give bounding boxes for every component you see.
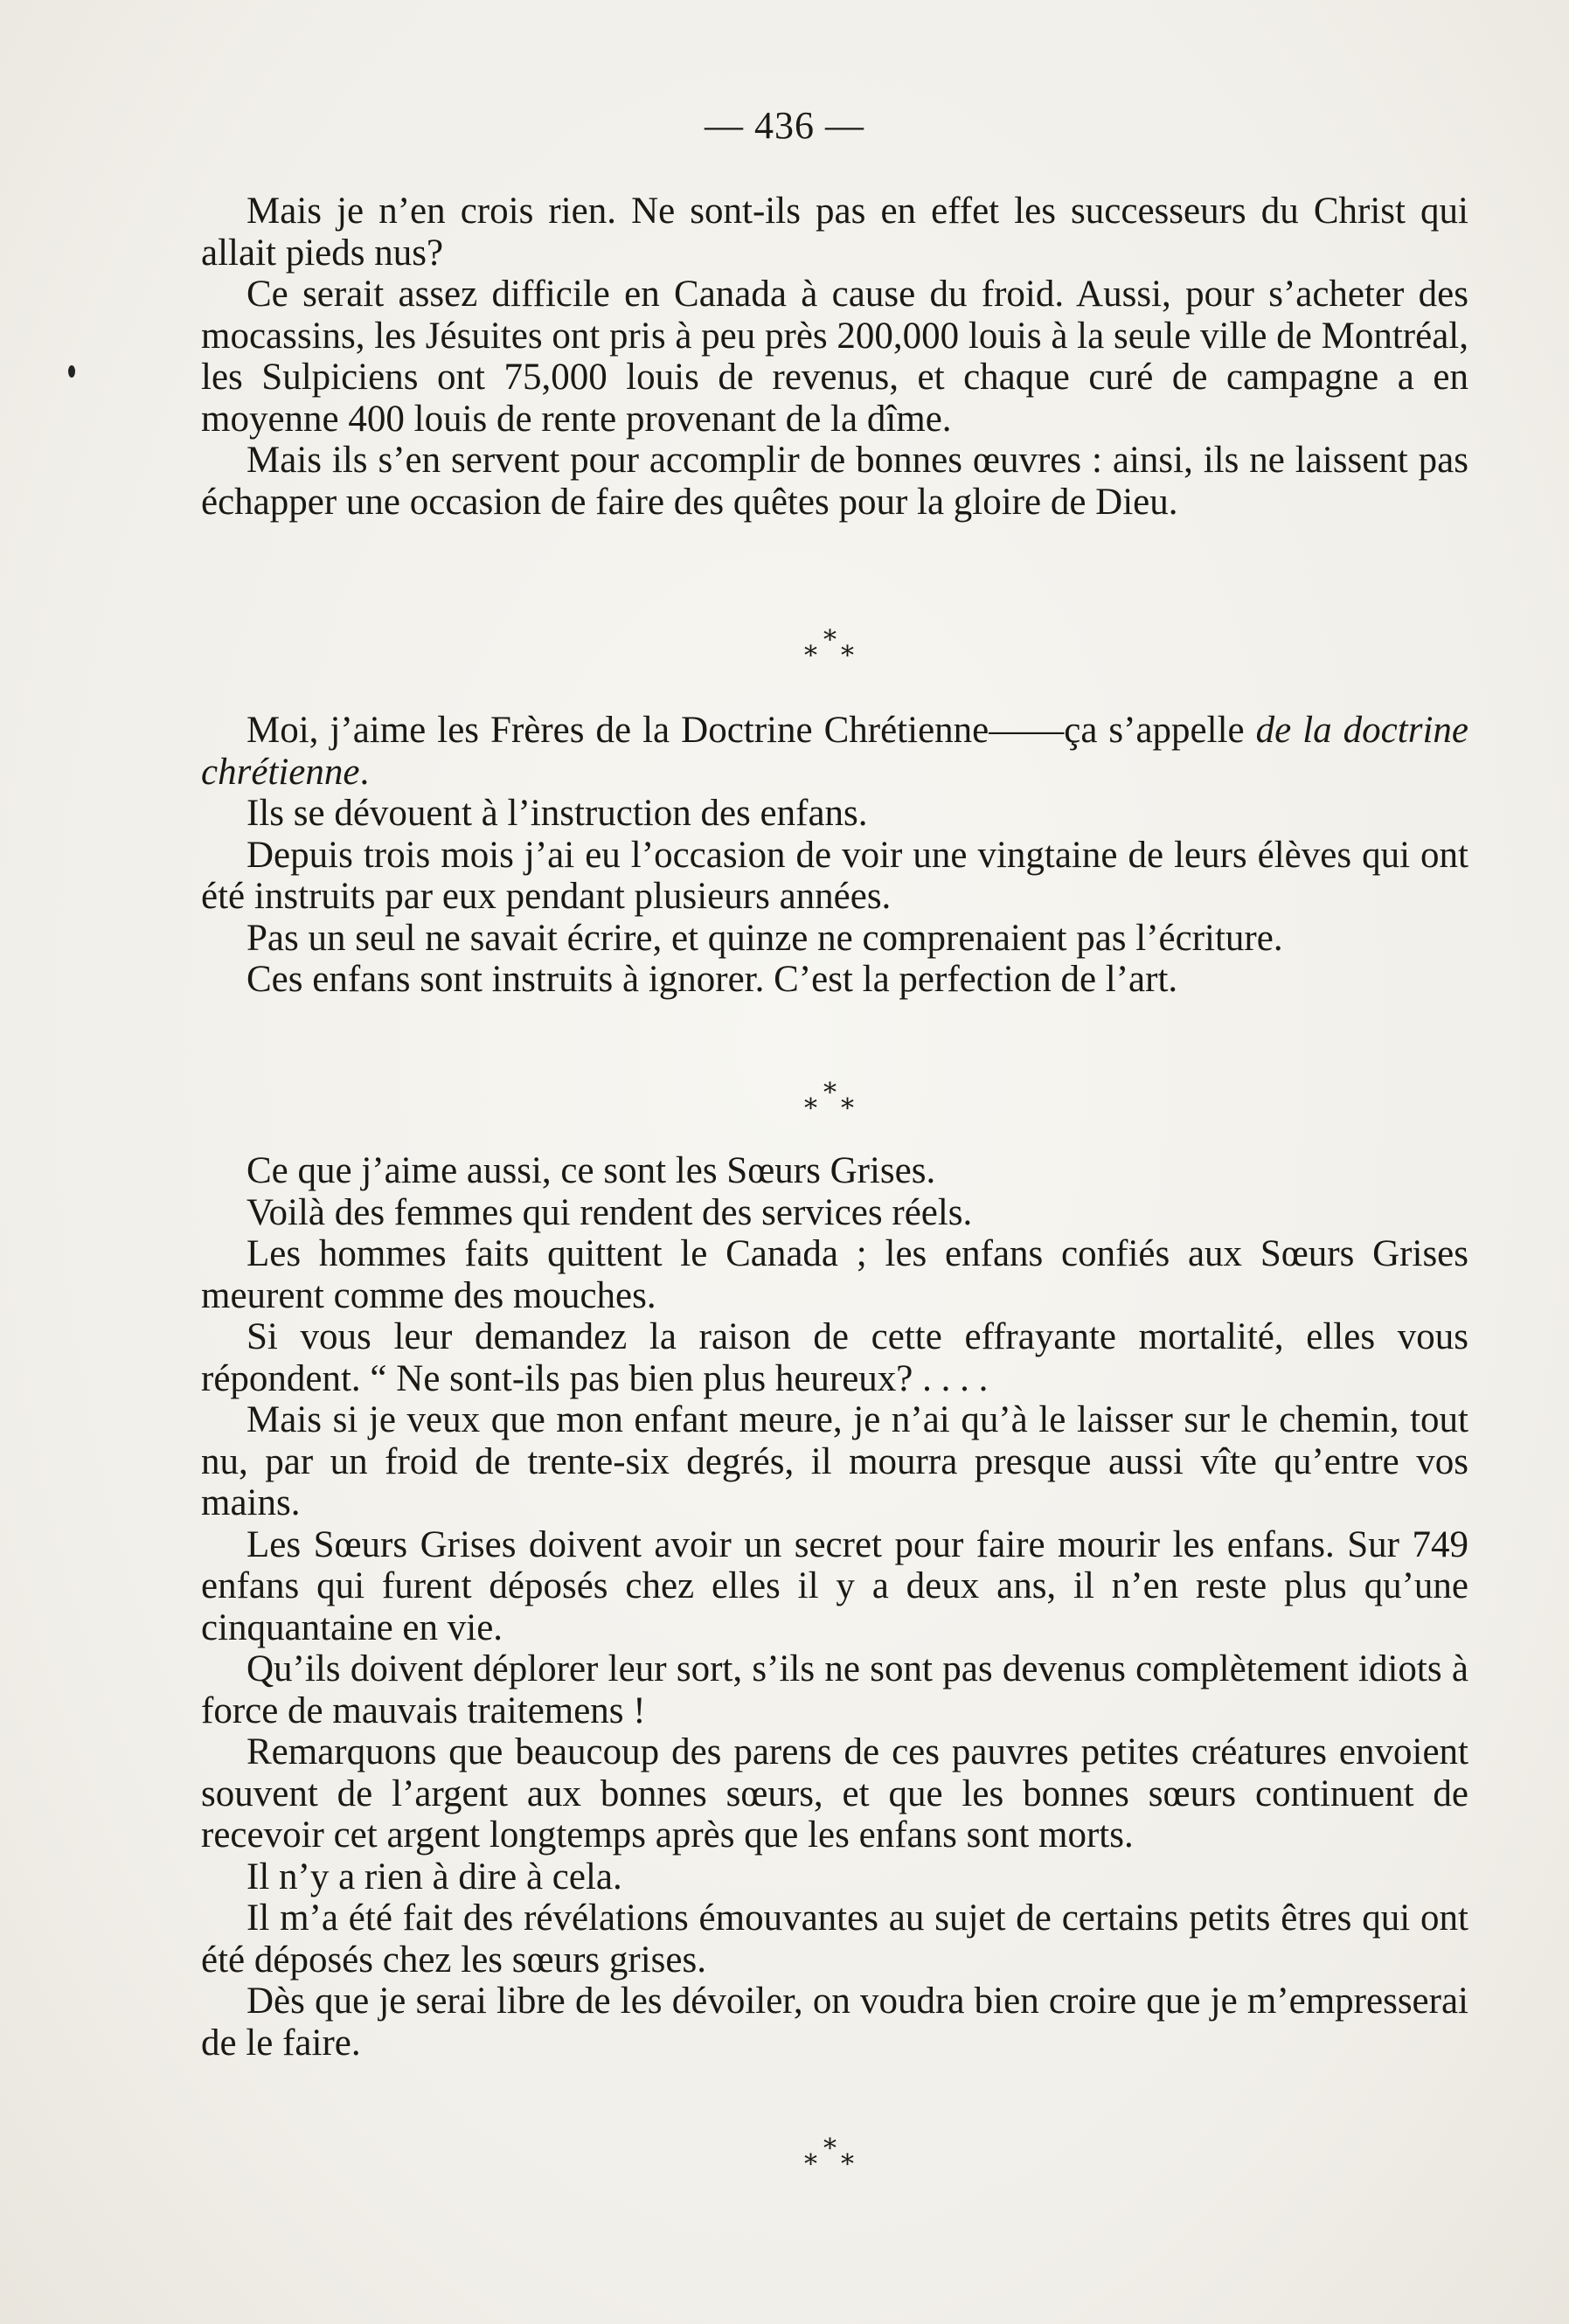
- page-number: — 436 —: [705, 104, 864, 147]
- paragraph: Il m’a été fait des révélations émouvantes au sujet de certains petits êtres qui ont été déposés chez les sœurs grises.: [201, 1897, 1468, 1981]
- ornament-star: *: [804, 1093, 817, 1124]
- paragraph-text: .: [359, 751, 370, 793]
- paragraph: Il n’y a rien à dire à cela.: [246, 1856, 622, 1897]
- ornament-star: *: [823, 625, 837, 656]
- ornament-star: *: [841, 1093, 854, 1124]
- ornament-star: *: [823, 1078, 837, 1108]
- paragraph: Dès que je serai libre de les dévoiler, on voudra bien croire que je m’empresserai de le faire.: [201, 1981, 1468, 2064]
- paragraph: Mais si je veux que mon enfant meure, je n’ai qu’à le laisser sur le chemin, tout nu, par un froid de trente-six degrés, il mourra presque aussi vîte qu’entre vos mains.: [201, 1399, 1468, 1523]
- ornament-star: *: [841, 2149, 854, 2180]
- paragraph: Pas un seul ne savait écrire, et quinze ne comprenaient pas l’écriture.: [246, 917, 1283, 959]
- section-ornament: [0, 625, 1569, 680]
- paragraph: Les Sœurs Grises doivent avoir un secret pour faire mourir les enfans. Sur 749 enfans qui furent déposés chez elles il y a deux ans, il n’en reste plus qu’une cinquantaine en vie.: [201, 1523, 1468, 1648]
- paragraph: Qu’ils doivent déplorer leur sort, s’ils ne sont pas devenus complètement idiots à force de mauvais traitemens !: [201, 1648, 1468, 1731]
- paragraph: Ils se dévouent à l’instruction des enfans.: [246, 793, 868, 834]
- section-ornament: [0, 1080, 1569, 1133]
- ornament-star: *: [804, 641, 817, 671]
- paragraph: [201, 710, 1468, 793]
- ornament-star: *: [841, 641, 854, 671]
- section-jesuits: [201, 191, 1468, 523]
- paragraph-text: Moi, j’aime les Frères de la Doctrine Chrétienne——ça s’appelle: [246, 710, 1256, 751]
- paragraph: Ces enfans sont instruits à ignorer. C’est la perfection de l’art.: [246, 959, 1178, 1000]
- paragraph: Remarquons que beaucoup des parens de ces pauvres petites créatures envoient souvent de l’argent aux bonnes sœurs, et que les bonnes sœurs continuent de recevoir cet argent longtemps après que les enfans sont morts.: [201, 1731, 1468, 1856]
- section-freres: [201, 710, 1468, 1001]
- section-ornament: [0, 2133, 1569, 2189]
- paragraph: Mais je n’en crois rien. Ne sont-ils pas en effet les successeurs du Christ qui allait pieds nus?: [201, 191, 1468, 274]
- ornament-star: *: [804, 2149, 817, 2180]
- paragraph: Ce que j’aime aussi, ce sont les Sœurs Grises.: [246, 1150, 936, 1191]
- paragraph: Si vous leur demandez la raison de cette effrayante mortalité, elles vous répondent. “ Ne sont-ils pas bien plus heureux? . . . .: [201, 1316, 1468, 1399]
- ornament-star: *: [823, 2133, 837, 2164]
- paragraph: Mais ils s’en servent pour accomplir de bonnes œuvres : ainsi, ils ne laissent pas échapper une occasion de faire des quêtes pour la gloire de Dieu.: [201, 440, 1468, 523]
- paragraph: Ce serait assez difficile en Canada à cause du froid. Aussi, pour s’acheter des mocassins, les Jésuites ont pris à peu près 200,000 louis à la seule ville de Montréal, les Sulpiciens ont 75,000 louis de revenus, et chaque curé de campagne a en moyenne 400 louis de rente provenant de la dîme.: [201, 274, 1468, 440]
- paragraph: Les hommes faits quittent le Canada ; les enfans confiés aux Sœurs Grises meurent comme des mouches.: [201, 1233, 1468, 1316]
- section-soeurs-grises: [201, 1150, 1468, 2064]
- italic-phrase: de la doctrine chrétienne: [201, 710, 1468, 793]
- paragraph: Depuis trois mois j’ai eu l’occasion de voir une vingtaine de leurs élèves qui ont été instruits par eux pendant plusieurs années.: [201, 834, 1468, 917]
- paragraph: Voilà des femmes qui rendent des services réels.: [246, 1191, 973, 1233]
- ink-speck: [68, 365, 75, 378]
